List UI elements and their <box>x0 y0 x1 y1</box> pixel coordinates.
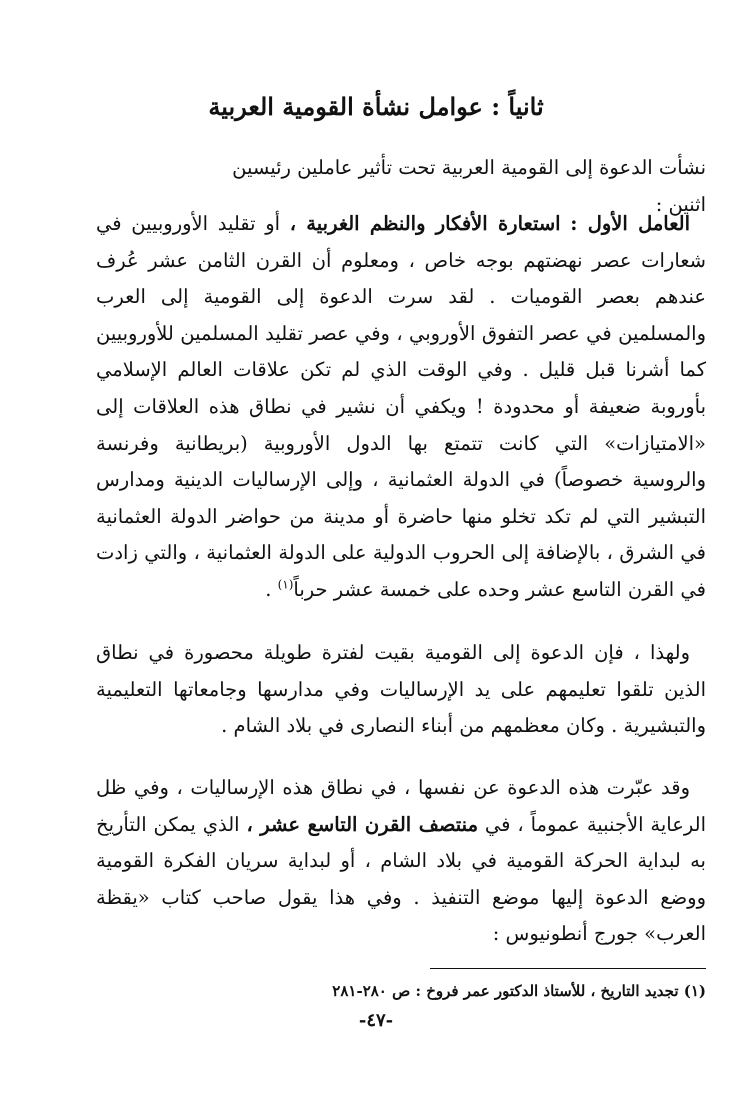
page-number: -٤٧- <box>358 1010 394 1031</box>
nineteenth-century-heading: منتصف القرن التاسع عشر ، <box>246 812 479 836</box>
footnote: (١) تجديد التاريخ ، للأستاذ الدكتور عمر فروخ : ص ٢٨٠-٢٨١ <box>332 982 706 1000</box>
intro-text: نشأت الدعوة إلى القومية العربية تحت تأثير عاملين رئيسين اثنين : <box>232 156 706 216</box>
missionaries-text: ولهذا ، فإن الدعوة إلى القومية بقيت لفترة طويلة محصورة في نطاق الذين تلقوا تعليمهم على يد الإرساليات وفي مدارسها وجامعاتها التعليمية والتبشيرية . وكان معظمهم من أبناء النصارى في بلاد الشام . <box>96 641 706 738</box>
page-title: ثانياً : عوامل نشأة القومية العربية <box>208 92 544 121</box>
nineteenth-century-text-before: وقد عبّرت هذه الدعوة عن نفسها ، في نطاق هذه الإرساليات ، وفي ظل الرعاية الأجنبية عموماً ، في <box>96 776 707 836</box>
footnote-reference[interactable]: (١) <box>277 577 294 592</box>
paragraph-missionaries <box>96 635 706 745</box>
paragraph-first-factor <box>96 206 706 609</box>
footnote-divider <box>430 968 706 969</box>
first-factor-heading: استعارة الأفكار والنظم الغربية ، <box>289 212 561 235</box>
first-factor-end: . <box>265 577 278 601</box>
first-factor-text: أو تقليد الأوروبيين في شعارات عصر نهضتهم بوجه خاص ، ومعلوم أن القرن الثامن عشر عُرف عندهم بعصر القوميات . لقد سرت الدعوة إلى القومية إلى العرب والمسلمين في عصر التفوق الأوروبي ، وفي عصر تقليد المسلمين للأوروبيين كما أشرنا قبل قليل . وفي الوقت الذي لم تكن علاقات العالم الإسلامي بأوروبة ضعيفة أو محدودة ! ويكفي أن نشير في نطاق هذه العلاقات إلى «الامتيازات» التي كانت تتمتع بها الدول الأوروبية (بريطانية وفرنسة والروسية خصوصاً) في الدولة العثمانية ، وإلى الإرساليات الدينية ومدارس التبشير التي لم تكد تخلو منها حاضرة أو مدينة من حواضر الدولة العثمانية في الشرق ، بالإضافة إلى الحروب الدولية على الدولة العثمانية ، والتي زادت في القرن التاسع عشر وحده على خمسة عشر حرباً <box>96 212 706 601</box>
first-factor-label: العامل الأول : <box>570 212 691 235</box>
nineteenth-century-text-after: الذي يمكن التأريخ به لبداية الحركة القومية في بلاد الشام ، أو لبداية سريان الفكرة القومية ووضع الدعوة إليها موضع التنفيذ . وفي هذا يقول صاحب كتاب «يقظة العرب» جورج أنطونيوس : <box>96 812 706 946</box>
paragraph-nineteenth-century <box>96 770 706 953</box>
